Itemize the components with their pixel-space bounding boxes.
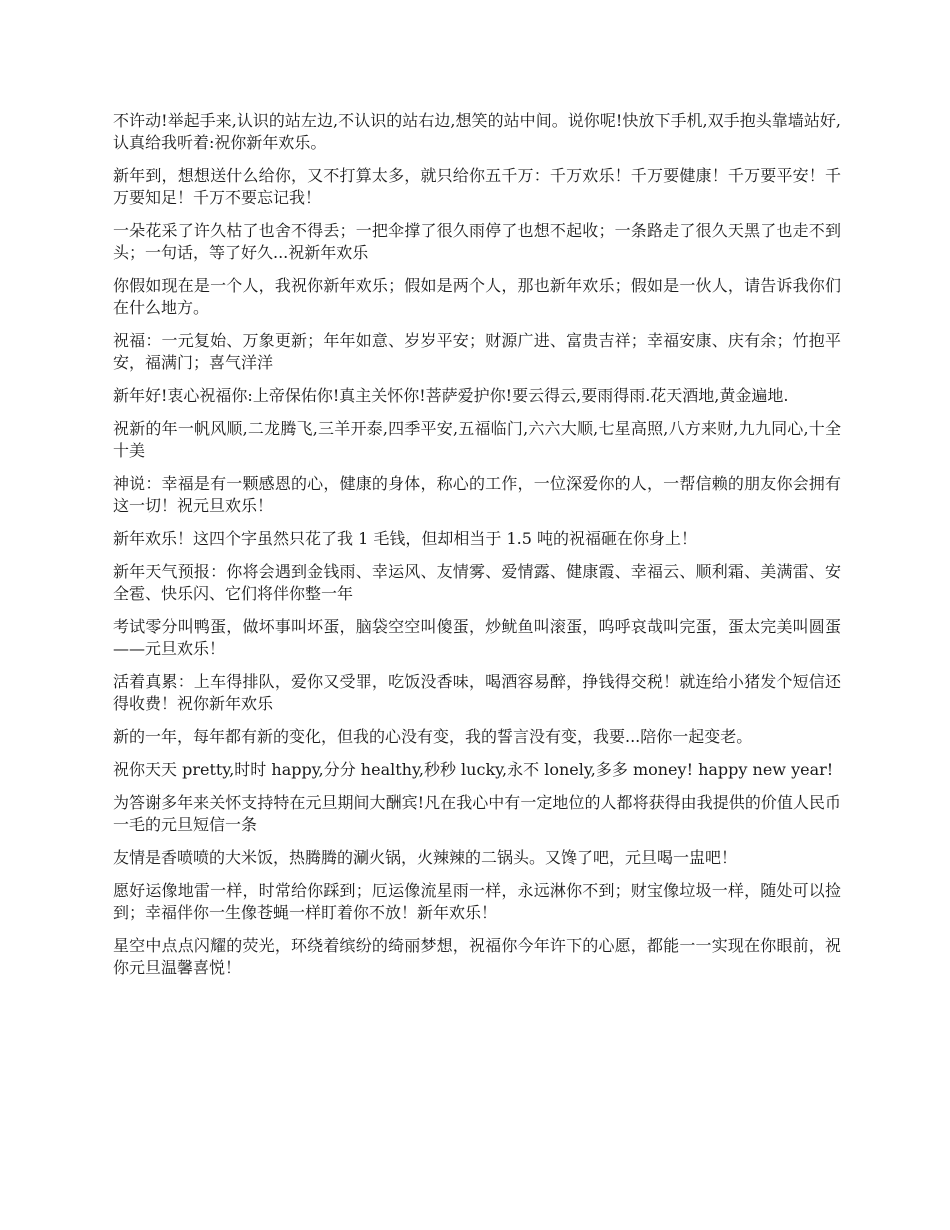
paragraph-5: 祝福：一元复始、万象更新；年年如意、岁岁平安；财源广进、富贵吉祥；幸福安康、庆有余；竹抱平安，福满门；喜气洋洋 xyxy=(113,331,841,372)
paragraph-18: 星空中点点闪耀的荧光，环绕着缤纷的绮丽梦想，祝福你今年许下的心愿，都能一一实现在你眼前，祝你元旦温馨喜悦！ xyxy=(113,936,841,977)
paragraph-9: 新年欢乐！这四个字虽然只花了我 1 毛钱，但却相当于 1.5 吨的祝福砸在你身上！ xyxy=(113,529,697,548)
paragraph-8: 神说：幸福是有一颗感恩的心，健康的身体，称心的工作，一位深爱你的人，一帮信赖的朋友你会拥有这一切！祝元旦欢乐！ xyxy=(113,474,841,515)
paragraph-13: 新的一年，每年都有新的变化，但我的心没有变，我的誓言没有变，我要...陪你一起变老。 xyxy=(113,727,753,746)
document-page xyxy=(113,110,841,990)
paragraph-4: 你假如现在是一个人，我祝你新年欢乐；假如是两个人，那也新年欢乐；假如是一伙人，请告诉我你们在什么地方。 xyxy=(113,276,841,317)
paragraph-17: 愿好运像地雷一样，时常给你踩到；厄运像流星雨一样，永远淋你不到；财宝像垃圾一样，随处可以捡到；幸福伴你一生像苍蝇一样盯着你不放！新年欢乐！ xyxy=(113,881,841,922)
paragraph-12: 活着真累：上车得排队，爱你又受罪，吃饭没香味，喝酒容易醉，挣钱得交税！就连给小猪发个短信还得收费！祝你新年欢乐 xyxy=(113,672,841,713)
paragraph-15: 为答谢多年来关怀支持特在元旦期间大酬宾!凡在我心中有一定地位的人都将获得由我提供的价值人民币一毛的元旦短信一条 xyxy=(113,793,841,834)
paragraph-14: 祝你天天 pretty,时时 happy,分分 healthy,秒秒 lucky,永不 lonely,多多 money! happy new year! xyxy=(113,760,834,779)
paragraph-10: 新年天气预报：你将会遇到金钱雨、幸运风、友情雾、爱情露、健康霞、幸福云、顺利霜、美满雷、安全雹、快乐闪、它们将伴你整一年 xyxy=(113,562,841,603)
paragraph-16: 友情是香喷喷的大米饭，热腾腾的涮火锅，火辣辣的二锅头。又馋了吧，元旦喝一盅吧！ xyxy=(113,848,738,867)
paragraph-3: 一朵花采了许久枯了也舍不得丢；一把伞撑了很久雨停了也想不起收；一条路走了很久天黑了也走不到头；一句话，等了好久...祝新年欢乐 xyxy=(113,221,841,262)
paragraph-11: 考试零分叫鸭蛋，做坏事叫坏蛋，脑袋空空叫傻蛋，炒鱿鱼叫滚蛋，呜呼哀哉叫完蛋，蛋太完美叫圆蛋——元旦欢乐！ xyxy=(113,617,841,658)
paragraph-7: 祝新的年一帆风顺,二龙腾飞,三羊开泰,四季平安,五福临门,六六大顺,七星高照,八方来财,九九同心,十全十美 xyxy=(113,419,841,460)
paragraph-1: 不许动!举起手来,认识的站左边,不认识的站右边,想笑的站中间。说你呢!快放下手机,双手抱头靠墙站好,认真给我听着:祝你新年欢乐。 xyxy=(113,111,841,152)
paragraph-2: 新年到，想想送什么给你，又不打算太多，就只给你五千万：千万欢乐！千万要健康！千万要平安！千万要知足！千万不要忘记我！ xyxy=(113,166,841,207)
paragraph-6: 新年好!衷心祝福你:上帝保佑你!真主关怀你!菩萨爱护你!要云得云,要雨得雨.花天酒地,黄金遍地. xyxy=(113,386,789,405)
